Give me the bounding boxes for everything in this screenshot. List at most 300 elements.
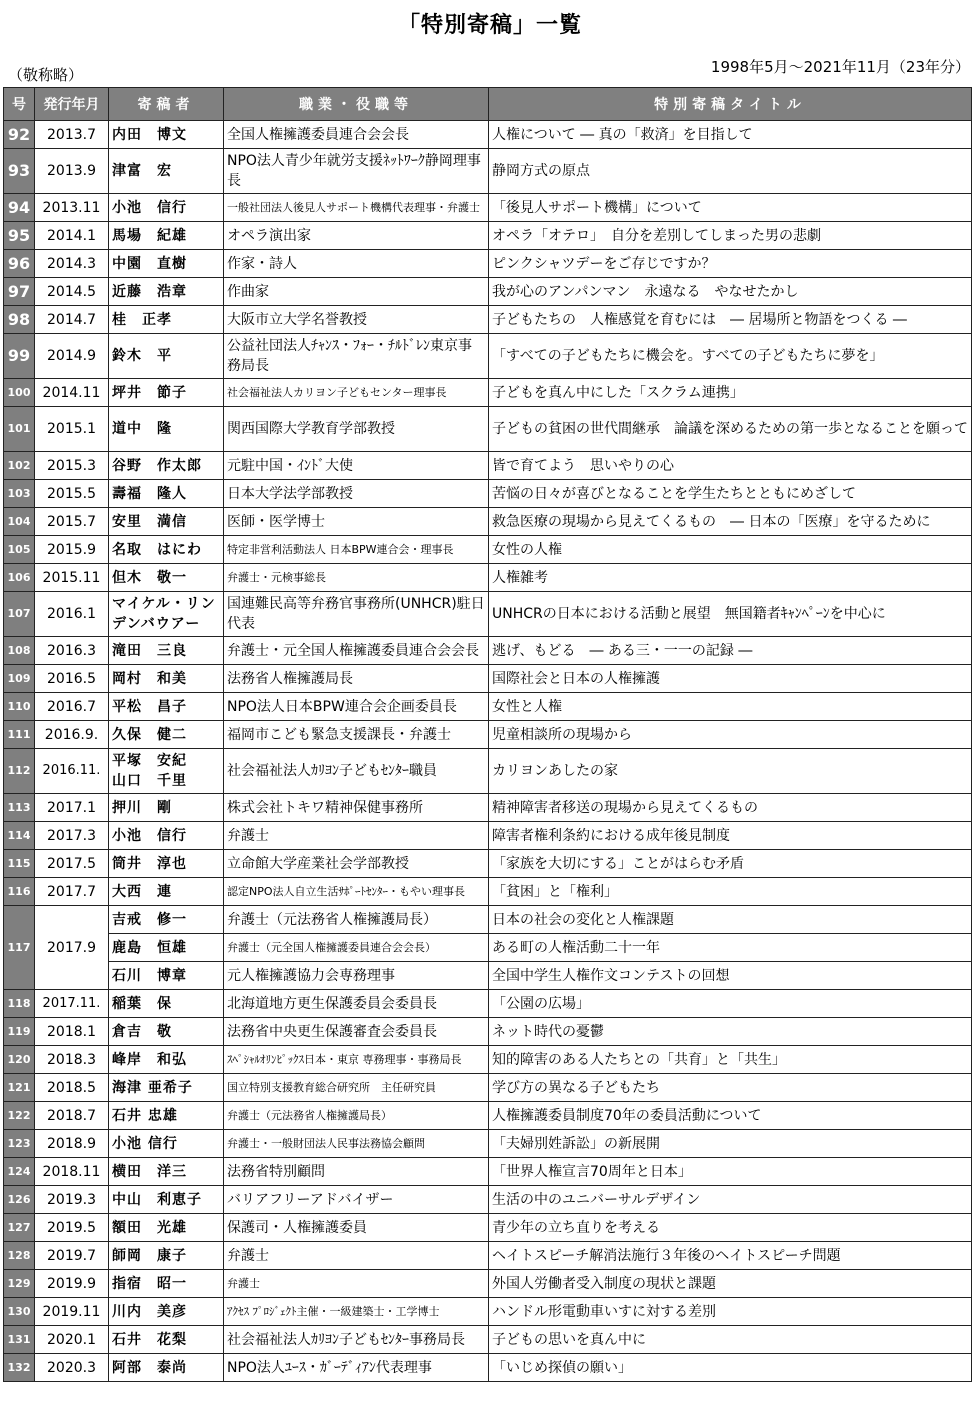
issue-date: 2014.11	[35, 379, 109, 407]
contributor-position: 国立特別支援教育総合研究所 主任研究員	[224, 1074, 489, 1102]
article-title: 我が心のアンパンマン 永遠なる やなせたかし	[489, 278, 972, 306]
contributor-name	[109, 1018, 224, 1046]
issue-date: 2016.3	[35, 637, 109, 665]
table-row	[4, 1102, 972, 1130]
issue-date: 2016.1	[35, 592, 109, 637]
article-title: 人権について ― 真の「救済」を目指して	[489, 121, 972, 149]
contributor-name-line: 岡村 和美	[112, 670, 187, 687]
contributor-position: 福岡市こども緊急支援課長・弁護士	[224, 721, 489, 749]
col-header-position: 職業・役職等	[224, 88, 489, 121]
article-title: 人権雑考	[489, 564, 972, 592]
contributor-position: 法務省中央更生保護審査会委員長	[224, 1018, 489, 1046]
contributor-name	[109, 222, 224, 250]
issue-date: 2017.7	[35, 878, 109, 906]
contributor-position: NPO法人青少年就労支援ﾈｯﾄﾜｰｸ静岡理事長	[224, 149, 489, 194]
issue-number: 118	[4, 990, 35, 1018]
table-row	[4, 121, 972, 149]
col-header-number: 号	[4, 88, 35, 121]
contributor-name-line: 谷野 作太郎	[112, 457, 202, 474]
article-title: 「すべての子どもたちに機会を。すべての子どもたちに夢を」	[489, 334, 972, 379]
table-row	[4, 822, 972, 850]
article-title: 子どもの貧困の世代間継承 論議を深めるための第一歩となることを願って	[489, 407, 972, 452]
table-row	[4, 1186, 972, 1214]
issue-number: 93	[4, 149, 35, 194]
contributor-name-line: 筒井 淳也	[112, 855, 187, 872]
contributor-position: 全国人権擁護委員連合会会長	[224, 121, 489, 149]
contributor-position: 元人権擁護協力会専務理事	[224, 962, 489, 990]
article-title: 女性と人権	[489, 693, 972, 721]
table-row	[4, 194, 972, 222]
contributor-position: 社会福祉法人カリヨン子どもセンター理事長	[224, 379, 489, 407]
article-title: 苦悩の日々が喜びとなることを学生たちとともにめざして	[489, 480, 972, 508]
date-range: 1998年5月～2021年11月（23年分）	[710, 58, 970, 76]
contributor-name	[109, 1074, 224, 1102]
issue-date: 2015.3	[35, 452, 109, 480]
contributor-position: 作家・詩人	[224, 250, 489, 278]
contributor-name-line: 道中 隆	[112, 421, 172, 437]
contributor-position: 医師・医学博士	[224, 508, 489, 536]
issue-date: 2018.3	[35, 1046, 109, 1074]
article-title: カリヨンあしたの家	[489, 749, 972, 794]
contributor-name-line: 近藤 浩章	[112, 283, 187, 300]
table-row	[4, 1242, 972, 1270]
contributor-name	[109, 749, 224, 794]
table-row	[4, 637, 972, 665]
contributor-position: オペラ演出家	[224, 222, 489, 250]
issue-number: 128	[4, 1242, 35, 1270]
contributor-name	[109, 1326, 224, 1354]
table-row	[4, 1214, 972, 1242]
contributor-position: 弁護士・一般財団法人民事法務協会顧問	[224, 1130, 489, 1158]
contributor-position: 作曲家	[224, 278, 489, 306]
issue-date: 2016.7	[35, 693, 109, 721]
table-row	[4, 1018, 972, 1046]
contributor-position: 日本大学法学部教授	[224, 480, 489, 508]
contributor-name	[109, 278, 224, 306]
issue-date: 2015.5	[35, 480, 109, 508]
contributor-position: 法務省人権擁護局長	[224, 665, 489, 693]
issue-number: 107	[4, 592, 35, 637]
article-title: 子どもの思いを真ん中に	[489, 1326, 972, 1354]
issue-number: 123	[4, 1130, 35, 1158]
table-row	[4, 665, 972, 693]
issue-number: 96	[4, 250, 35, 278]
contributor-position: 公益社団法人ﾁｬﾝｽ・ﾌｫｰ・ﾁﾙﾄﾞﾚﾝ東京事務局長	[224, 334, 489, 379]
article-title: 「公園の広場」	[489, 990, 972, 1018]
article-title: 皆で育てよう 思いやりの心	[489, 452, 972, 480]
contributor-name	[109, 990, 224, 1018]
contributor-position: 保護司・人権擁護委員	[224, 1214, 489, 1242]
article-title: 「夫婦別姓訴訟」の新展開	[489, 1130, 972, 1158]
contributor-name	[109, 878, 224, 906]
issue-number: 119	[4, 1018, 35, 1046]
issue-number: 117	[4, 906, 35, 990]
contributor-position: ｽﾍﾟｼｬﾙｵﾘﾝﾋﾟｯｸｽ日本・東京 専務理事・事務局長	[224, 1046, 489, 1074]
article-title: 学び方の異なる子どもたち	[489, 1074, 972, 1102]
contributor-name	[109, 379, 224, 407]
contributor-name-line: 小池 信行	[112, 1135, 178, 1152]
table-row	[4, 693, 972, 721]
issue-date: 2016.9.	[35, 721, 109, 749]
col-header-title: 特別寄稿タイトル	[489, 88, 972, 121]
issue-date: 2018.5	[35, 1074, 109, 1102]
contributor-name	[109, 480, 224, 508]
table-row	[4, 1298, 972, 1326]
table-row	[4, 1326, 972, 1354]
article-title: 国際社会と日本の人権擁護	[489, 665, 972, 693]
issue-date: 2015.9	[35, 536, 109, 564]
contributor-name	[109, 665, 224, 693]
issue-date: 2016.5	[35, 665, 109, 693]
contributor-name	[109, 1354, 224, 1382]
issue-number: 122	[4, 1102, 35, 1130]
issue-date: 2018.9	[35, 1130, 109, 1158]
contributor-name	[109, 1214, 224, 1242]
contributor-position: 立命館大学産業社会学部教授	[224, 850, 489, 878]
contributor-name-line: 津富 宏	[112, 163, 172, 179]
article-title: 青少年の立ち直りを考える	[489, 1214, 972, 1242]
article-title: 日本の社会の変化と人権課題	[489, 906, 972, 934]
page-title: 「特別寄稿」一覧	[397, 13, 582, 38]
issue-date: 2014.5	[35, 278, 109, 306]
issue-date: 2020.1	[35, 1326, 109, 1354]
issue-date: 2014.1	[35, 222, 109, 250]
article-title: 子どもたちの 人権感覚を育むには ― 居場所と物語をつくる ―	[489, 306, 972, 334]
issue-number: 92	[4, 121, 35, 149]
contributor-name	[109, 934, 224, 962]
contributor-name	[109, 1270, 224, 1298]
issue-number: 99	[4, 334, 35, 379]
table-row	[4, 592, 972, 637]
table-header-row	[4, 88, 972, 121]
contributor-position: 北海道地方更生保護委員会委員長	[224, 990, 489, 1018]
contributor-position: 株式会社トキワ精神保健事務所	[224, 794, 489, 822]
issue-date: 2018.11	[35, 1158, 109, 1186]
contributor-name-line: 平松 昌子	[112, 698, 187, 715]
issue-number: 97	[4, 278, 35, 306]
issue-date: 2017.3	[35, 822, 109, 850]
contributor-position: 弁護士	[224, 1270, 489, 1298]
article-title: 精神障害者移送の現場から見えてくるもの	[489, 794, 972, 822]
contributor-name-line: 坪井 節子	[112, 384, 187, 401]
article-title: 生活の中のユニバーサルデザイン	[489, 1186, 972, 1214]
issue-date: 2020.3	[35, 1354, 109, 1382]
contributor-position: 弁護士（元全国人権擁護委員連合会会長）	[224, 934, 489, 962]
issue-number: 132	[4, 1354, 35, 1382]
contributor-name-line: 稲葉 保	[112, 995, 172, 1012]
contributor-name-line: 師岡 康子	[112, 1247, 187, 1264]
contributor-position: 弁護士	[224, 822, 489, 850]
contributor-name	[109, 637, 224, 665]
table-row	[4, 906, 972, 934]
contributor-name	[109, 536, 224, 564]
article-title: 全国中学生人権作文コンテストの回想	[489, 962, 972, 990]
table-row	[4, 149, 972, 194]
contributor-position: 大阪市立大学名誉教授	[224, 306, 489, 334]
contributor-name-line: 内田 博文	[112, 126, 187, 143]
contributor-position: 国連難民高等弁務官事務所(UNHCR)駐日代表	[224, 592, 489, 637]
contributor-name	[109, 1130, 224, 1158]
contributor-position: 社会福祉法人ｶﾘﾖﾝ子どもｾﾝﾀｰ事務局長	[224, 1326, 489, 1354]
issue-number: 98	[4, 306, 35, 334]
article-title: オペラ「オテロ」 自分を差別してしまった男の悲劇	[489, 222, 972, 250]
table-row	[4, 480, 972, 508]
contributor-name	[109, 1242, 224, 1270]
contributor-name-line: 阿部 泰尚	[112, 1359, 187, 1376]
table-row	[4, 990, 972, 1018]
contributor-name-line: 川内 美彦	[112, 1303, 187, 1320]
table-row	[4, 1046, 972, 1074]
article-title: 静岡方式の原点	[489, 149, 972, 194]
article-title: 「いじめ探偵の願い」	[489, 1354, 972, 1382]
issue-date: 2017.9	[35, 906, 109, 990]
issue-number: 130	[4, 1298, 35, 1326]
contributor-position: 弁護士（元法務省人権擁護局長）	[224, 906, 489, 934]
issue-date: 2019.5	[35, 1214, 109, 1242]
contributor-name-line: 吉戒 修一	[112, 911, 187, 928]
table-body	[4, 121, 972, 1382]
issue-date: 2016.11.	[35, 749, 109, 794]
article-title: 「後見人サポート機構」について	[489, 194, 972, 222]
article-title: 「世界人権宣言70周年と日本」	[489, 1158, 972, 1186]
table-row	[4, 721, 972, 749]
contributor-name-line: 但木 敬一	[112, 569, 187, 586]
issue-date: 2018.7	[35, 1102, 109, 1130]
table-row	[4, 508, 972, 536]
contributor-position: 弁護士・元検事総長	[224, 564, 489, 592]
article-title: 児童相談所の現場から	[489, 721, 972, 749]
contributor-name	[109, 592, 224, 637]
issue-number: 111	[4, 721, 35, 749]
contributor-name	[109, 149, 224, 194]
contributor-name-line: 指宿 昭一	[112, 1275, 187, 1292]
contributor-name-line: 小池 信行	[112, 827, 187, 844]
table-row	[4, 749, 972, 794]
contributor-name	[109, 721, 224, 749]
issue-date: 2013.9	[35, 149, 109, 194]
table-row	[4, 278, 972, 306]
col-header-date: 発行年月	[35, 88, 109, 121]
table-row	[4, 878, 972, 906]
contributor-name-line: 倉吉 敬	[112, 1023, 172, 1040]
contributor-position: 法務省特別顧問	[224, 1158, 489, 1186]
contributor-name-line: 滝田 三良	[112, 642, 187, 659]
article-title: 子どもを真ん中にした「スクラム連携」	[489, 379, 972, 407]
contributor-name-line: 石川 博章	[112, 967, 187, 984]
table-row	[4, 379, 972, 407]
contributor-position: 弁護士	[224, 1242, 489, 1270]
contributor-name	[109, 508, 224, 536]
contributor-name	[109, 407, 224, 452]
article-title: 知的障害のある人たちとの「共育」と「共生」	[489, 1046, 972, 1074]
issue-number: 102	[4, 452, 35, 480]
table-row	[4, 850, 972, 878]
article-title: ネット時代の憂鬱	[489, 1018, 972, 1046]
issue-number: 108	[4, 637, 35, 665]
issue-number: 121	[4, 1074, 35, 1102]
article-title: 救急医療の現場から見えてくるもの ― 日本の「医療」を守るために	[489, 508, 972, 536]
issue-number: 131	[4, 1326, 35, 1354]
issue-number: 120	[4, 1046, 35, 1074]
issue-date: 2018.1	[35, 1018, 109, 1046]
table-row	[4, 222, 972, 250]
issue-date: 2019.11	[35, 1298, 109, 1326]
issue-number: 94	[4, 194, 35, 222]
contributor-name-line: 安里 満信	[112, 513, 187, 530]
contributor-name	[109, 1298, 224, 1326]
issue-date: 2015.1	[35, 407, 109, 452]
issue-number: 105	[4, 536, 35, 564]
honorific-note: （敬称略）	[8, 66, 84, 84]
article-title: 外国人労働者受入制度の現状と課題	[489, 1270, 972, 1298]
contributor-name-line: 峰岸 和弘	[112, 1051, 187, 1068]
contributor-name-line: 額田 光雄	[112, 1219, 187, 1236]
contributor-name-line: 名取 はにわ	[112, 541, 202, 558]
contributor-position: 弁護士・元全国人権擁護委員連合会会長	[224, 637, 489, 665]
table-row	[4, 564, 972, 592]
issue-number: 106	[4, 564, 35, 592]
table-row	[4, 334, 972, 379]
contributor-position: NPO法人日本BPW連合会企画委員長	[224, 693, 489, 721]
contributor-position: ｱｸｾｽ ﾌﾟﾛｼﾞｪｸﾄ主催・一級建築士・工学博士	[224, 1298, 489, 1326]
article-title: 女性の人権	[489, 536, 972, 564]
table-row	[4, 306, 972, 334]
article-title: ハンドル形電動車いすに対する差別	[489, 1298, 972, 1326]
issue-date: 2014.3	[35, 250, 109, 278]
table-row	[4, 962, 972, 990]
contributor-name-line: 山口 千里	[112, 773, 187, 789]
contributor-name-line: 馬場 紀雄	[112, 227, 187, 244]
issue-number: 103	[4, 480, 35, 508]
table-row	[4, 1354, 972, 1382]
contributor-name-line: 石井 忠雄	[112, 1107, 178, 1124]
contributor-name	[109, 121, 224, 149]
issue-number: 95	[4, 222, 35, 250]
issue-number: 100	[4, 379, 35, 407]
issue-date: 2013.7	[35, 121, 109, 149]
table-row	[4, 407, 972, 452]
contributor-name	[109, 1186, 224, 1214]
col-header-contributor: 寄稿者	[109, 88, 224, 121]
article-title: 人権擁護委員制度70年の委員活動について	[489, 1102, 972, 1130]
article-title: 逃げ、もどる ― ある三・一一の記録 ―	[489, 637, 972, 665]
issue-date: 2019.7	[35, 1242, 109, 1270]
issue-number: 127	[4, 1214, 35, 1242]
issue-number: 104	[4, 508, 35, 536]
contributor-name	[109, 334, 224, 379]
issue-number: 109	[4, 665, 35, 693]
table-row	[4, 536, 972, 564]
issue-number: 116	[4, 878, 35, 906]
contributor-name-line: 壽福 隆人	[112, 485, 187, 502]
article-title: 障害者権利条約における成年後見制度	[489, 822, 972, 850]
contributor-name-line: 中園 直樹	[112, 255, 187, 272]
contributor-position: 特定非営利活動法人 日本BPW連合会・理事長	[224, 536, 489, 564]
issue-number: 114	[4, 822, 35, 850]
table-row	[4, 1130, 972, 1158]
article-title: ピンクシャツデーをご存じですか？	[489, 250, 972, 278]
contributor-name-line: 横田 洋三	[112, 1163, 187, 1180]
contributor-position: 元駐中国・ｲﾝﾄﾞ大使	[224, 452, 489, 480]
table-row	[4, 1270, 972, 1298]
contributor-name-line: 石井 花梨	[112, 1331, 187, 1348]
table-row	[4, 934, 972, 962]
contributor-position: 認定NPO法人自立生活ｻﾎﾟｰﾄｾﾝﾀｰ・もやい理事長	[224, 878, 489, 906]
contributor-name-line: 鈴木 平	[112, 348, 172, 364]
issue-date: 2013.11	[35, 194, 109, 222]
contributor-position: バリアフリーアドバイザー	[224, 1186, 489, 1214]
contributor-name	[109, 194, 224, 222]
issue-date: 2017.11.	[35, 990, 109, 1018]
issue-number: 115	[4, 850, 35, 878]
contributor-name	[109, 452, 224, 480]
contributor-name	[109, 1158, 224, 1186]
contributor-name	[109, 250, 224, 278]
contributor-name-line: マイケル・リンデンバウアー	[112, 596, 216, 632]
contributor-position: NPO法人ﾕｰｽ・ｶﾞｰﾃﾞｨｱﾝ代表理事	[224, 1354, 489, 1382]
article-title: ヘイトスピーチ解消法施行３年後のヘイトスピーチ問題	[489, 1242, 972, 1270]
contributor-name	[109, 794, 224, 822]
issue-date: 2019.9	[35, 1270, 109, 1298]
contributor-name	[109, 306, 224, 334]
issue-date: 2015.11	[35, 564, 109, 592]
article-title: 「家族を大切にする」ことがはらむ矛盾	[489, 850, 972, 878]
issue-number: 113	[4, 794, 35, 822]
contributor-name	[109, 564, 224, 592]
issue-number: 129	[4, 1270, 35, 1298]
contributor-name-line: 小池 信行	[112, 199, 187, 216]
contributor-name-line: 海津 亜希子	[112, 1079, 193, 1096]
article-title: UNHCRの日本における活動と展望 無国籍者ｷｬﾝﾍﾟｰﾝを中心に	[489, 592, 972, 637]
issue-date: 2014.9	[35, 334, 109, 379]
issue-date: 2014.7	[35, 306, 109, 334]
article-title: ある町の人権活動二十一年	[489, 934, 972, 962]
issue-number: 112	[4, 749, 35, 794]
table-row	[4, 250, 972, 278]
issue-date: 2015.7	[35, 508, 109, 536]
table-row	[4, 1158, 972, 1186]
contributor-name	[109, 822, 224, 850]
issue-date: 2017.5	[35, 850, 109, 878]
issue-number: 101	[4, 407, 35, 452]
contributor-name	[109, 1102, 224, 1130]
contributor-position: 一般社団法人後見人サポート機構代表理事・弁護士	[224, 194, 489, 222]
contributor-name	[109, 693, 224, 721]
table-row	[4, 452, 972, 480]
contributor-name-line: 桂 正孝	[112, 311, 172, 328]
contributor-name-line: 押川 剛	[112, 799, 172, 816]
contributor-name-line: 中山 利恵子	[112, 1191, 202, 1208]
contributor-position: 関西国際大学教育学部教授	[224, 407, 489, 452]
contributor-name-line: 鹿島 恒雄	[112, 939, 187, 956]
contributor-position: 社会福祉法人ｶﾘﾖﾝ子どもｾﾝﾀｰ職員	[224, 749, 489, 794]
contributor-name	[109, 906, 224, 934]
issue-number: 124	[4, 1158, 35, 1186]
contributor-name	[109, 850, 224, 878]
contributor-name	[109, 962, 224, 990]
table-row	[4, 794, 972, 822]
issue-number: 110	[4, 693, 35, 721]
issue-number: 126	[4, 1186, 35, 1214]
contributions-table	[3, 87, 972, 1382]
article-title: 「貧困」と「権利」	[489, 878, 972, 906]
contributor-name	[109, 1046, 224, 1074]
issue-date: 2017.1	[35, 794, 109, 822]
contributor-name-line: 大西 連	[112, 883, 172, 900]
issue-date: 2019.3	[35, 1186, 109, 1214]
table-row	[4, 1074, 972, 1102]
contributor-name-line: 久保 健二	[112, 726, 187, 743]
